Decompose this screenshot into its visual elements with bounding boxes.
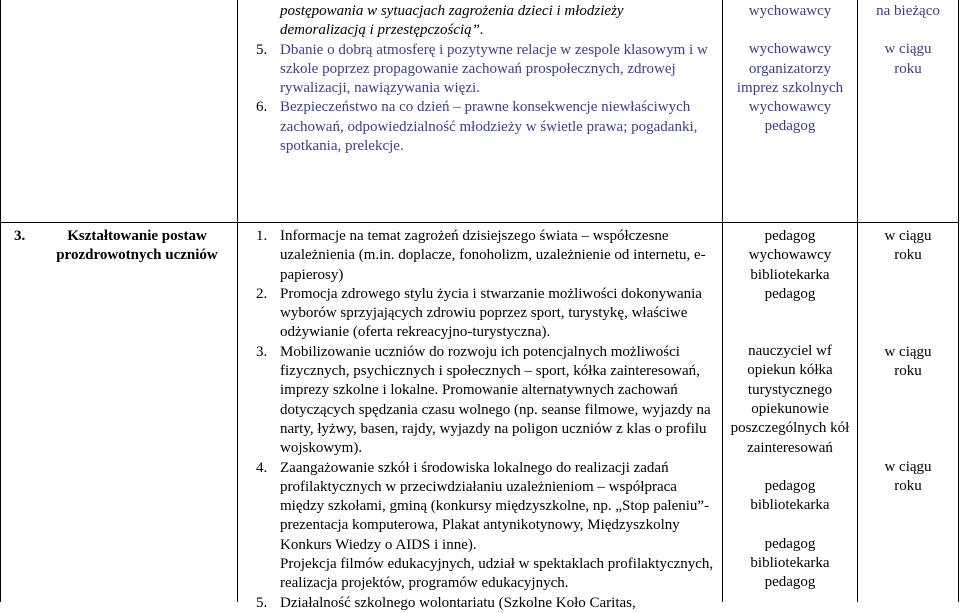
item-number: 5.: [256, 594, 268, 611]
item-text: Dbanie o dobrą atmosferę i pozytywne relacje w zespole klasowym i w szkole poprzez propagowanie zachowań prospołecznych, zdrowej rywalizacji, nawiązywania więzi.: [280, 41, 708, 97]
extra-paragraph: Projekcja filmów edukacyjnych, udział w spektaklach profilaktycznych, realizacja projektów, programów edukacyjnych.: [280, 556, 714, 592]
responsible-entry: wychowawcy: [748, 41, 832, 58]
responsible-entry: pedagog: [764, 118, 816, 135]
list-item: [256, 459, 718, 555]
term-entry: roku: [894, 478, 922, 495]
intro-line: demoralizacją i przestępczością”.: [280, 22, 484, 39]
responsible-entry: imprez szkolnych: [736, 79, 844, 96]
responsible-entry: bibliotekarka: [750, 266, 830, 283]
row3-tasks: [256, 227, 718, 613]
table-border-left: [0, 0, 1, 602]
responsible-entry: pedagog: [764, 477, 816, 494]
list-item: [256, 98, 716, 156]
row-title: Kształtowanie postaw prozdrowotnych uczniów: [56, 228, 218, 264]
list-item: [256, 343, 718, 459]
item-number: 5.: [256, 41, 268, 58]
row3-task-list-cont: [256, 594, 718, 613]
responsible-entry: bibliotekarka: [750, 497, 830, 514]
item-text: Bezpieczeństwo na co dzień – prawne konsekwencje niewłaściwych zachowań, odpowiedzialność młodzieży w świetle prawa; pogadanki, spotkania, prelekcje.: [280, 99, 698, 155]
item-text: Promocja zdrowego stylu życia i stwarzanie możliwości dokonywania wyborów sprzyjających zdrowiu poprzez sport, turystykę, właściwe odżywianie (oferta rekreacyjno-turystyczna).: [280, 285, 702, 341]
row-number: 3.: [14, 228, 26, 244]
responsible-entry: poszczególnych kół: [730, 420, 850, 437]
term-entry: roku: [894, 247, 922, 264]
responsible-entry: pedagog: [764, 535, 816, 552]
responsible-entry: pedagog: [764, 574, 816, 591]
row3-task-list: [256, 227, 718, 555]
row3-terms: [858, 227, 958, 497]
top-row-responsible: [723, 2, 857, 137]
responsible-entry: bibliotekarka: [750, 554, 830, 571]
responsible-entry: opiekunowie: [751, 401, 829, 418]
top-task-list: [256, 41, 716, 157]
top-row-terms: [858, 2, 958, 79]
term-entry: na bieżąco: [876, 3, 940, 19]
responsible-entry: wychowawcy: [748, 247, 832, 264]
list-item: [256, 285, 718, 343]
term-entry: w ciągu: [884, 228, 932, 244]
item-text: Mobilizowanie uczniów do rozwoju ich potencjalnych możliwości fizycznych, psychicznych i społecznych – sport, kółka zainteresowań, imprezy szkolne i lokalne. Promowanie alternatywnych zachowań dotyczących spędzania czasu wolnego (np. seanse filmowe, wyjazdy na narty, łyżwy, basen, rajdy, wyjazdy na poligon uczniów z klas o profilu wojskowym).: [280, 343, 711, 457]
list-item: [256, 594, 718, 613]
term-entry: w ciągu: [884, 41, 932, 58]
item-text: Informacje na temat zagrożeń dzisiejszego świata – współczesne uzależnienia (m.in. doplacze, fonoholizm, uzależnienie od internetu, e-papierosy): [280, 228, 706, 283]
responsible-entry: opiekun kółka: [747, 362, 833, 379]
term-entry: w ciągu: [884, 459, 932, 476]
list-item: [256, 41, 716, 99]
item-number: 6.: [256, 99, 268, 116]
responsible-entry: wychowawcy: [748, 99, 832, 116]
item-number: 2.: [256, 285, 268, 302]
list-item: [256, 227, 718, 285]
responsible-entry: zainteresowań: [747, 439, 833, 456]
top-row-tasks: [256, 2, 716, 156]
table-divider: [237, 0, 238, 602]
row3-responsible: [723, 227, 857, 592]
item-number: 4.: [256, 459, 268, 476]
item-number: 3.: [256, 343, 268, 360]
responsible-entry: pedagog: [764, 228, 816, 244]
term-entry: w ciągu: [884, 343, 932, 360]
term-entry: roku: [894, 60, 922, 77]
item-text: Działalność szkolnego wolontariatu (Szkolne Koło Caritas,: [280, 594, 636, 611]
item-number: 1.: [256, 228, 268, 244]
intro-line: postępowania w sytuacjach zagrożenia dzieci i młodzieży: [280, 3, 624, 19]
table-border-right: [958, 0, 959, 602]
responsible-entry: organizatorzy: [748, 60, 832, 77]
responsible-entry: turystycznego: [747, 381, 833, 398]
term-entry: roku: [894, 362, 922, 379]
row-separator: [0, 222, 959, 223]
responsible-entry: pedagog: [764, 285, 816, 302]
responsible-entry: nauczyciel wf: [748, 343, 832, 360]
item-text: Zaangażowanie szkół i środowiska lokalnego do realizacji zadań profilaktycznych w przeciwdziałaniu uzależnieniom – współpraca między szkołami, gminą (konkursy międzyszkolne, np. „Stop paleniu”- prezentacja komputerowa, Plakat antynikotynowy, Międzyszkolny Konkurs Wiedzy o AIDS i inne).: [280, 459, 710, 553]
responsible-entry: wychowawcy: [748, 3, 832, 19]
